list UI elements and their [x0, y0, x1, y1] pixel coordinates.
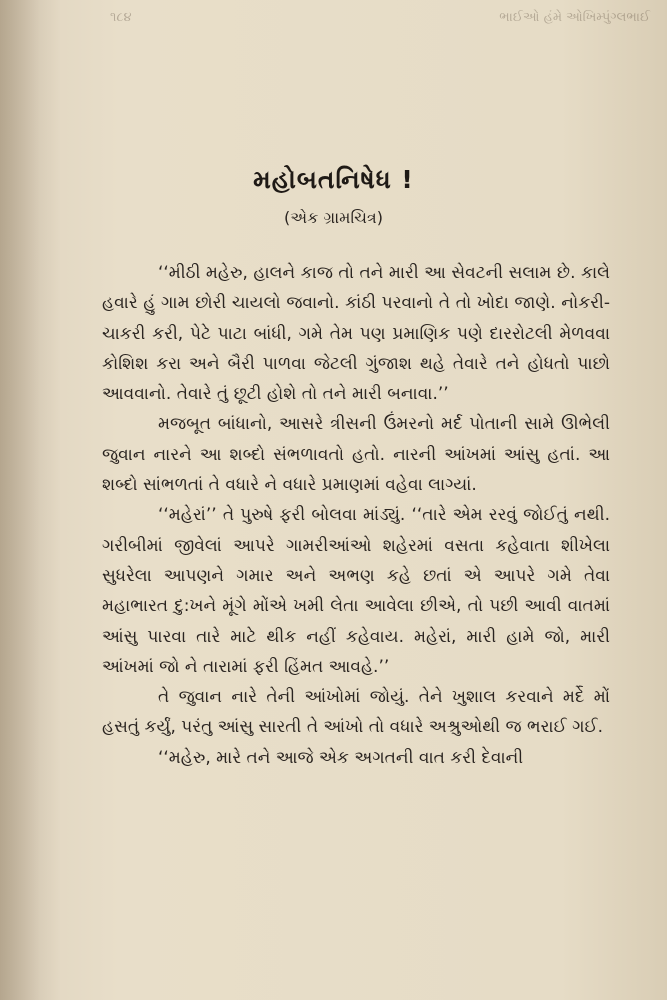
- paragraph: ‘‘મહેરુ, મારે તને આજે એક અગતની વાત કરી દેવાની: [158, 747, 524, 768]
- running-header: [110, 10, 650, 25]
- binding-shadow: [0, 0, 60, 1000]
- story-subtitle: (એક ગ્રામચિત્ર): [284, 208, 383, 227]
- story-body: [102, 258, 610, 773]
- paragraph: તે જુવાન નારે તેની આંખોમાં જોયું. તેને ખુશાલ કરવાને મર્દે મોં હસતું કર્યું, પરંતુ આંસુ સારતી તે આંખો તો વધારે અશ્રુઓથી જ ભરાઈ ગઈ.: [102, 687, 610, 738]
- paragraph: મજબૂત બાંધાનો, આસરે ત્રીસની ઉંમરનો મર્દ પોતાની સામે ઊભેલી જુવાન નારને આ શબ્દો સંભળાવતો હતો. નારની આંખમાં આંસુ હતાં. આ શબ્દો સાંભળતાં તે વધારે ને વધારે પ્રમાણમાં વહેવા લાગ્યાં.: [102, 414, 610, 496]
- story-title: મહોબતનિષેધ !: [253, 165, 414, 194]
- paragraph: ‘‘મીઠી મહેરુ, હાલને કાજ તો તને મારી આ સેવટની સલામ છે. કાલે હવારે હું ગામ છોરી ચાયલો જવાનો. કાંઠી પરવાનો તે તો ખોદા જાણે. નોકરી-ચાકરી કરી, પેટે પાટા બાંધી, ગમે તેમ પણ પ્રમાણિક પણે દારરોટલી મેળવવા કોશિશ કરા અને બૈરી પાળવા જેટલી ગુંજાશ થહે તેવારે તને હોધતો પાછો આવવાનો. તેવારે તું છૂટી હોશે તો તને મારી બનાવા.’’: [102, 263, 610, 405]
- page-number: ૧૮૪: [110, 10, 132, 25]
- running-title: ભાઈઓ હંમે ઓખિમ્પુંગ્લભાઈ: [499, 10, 650, 25]
- paragraph: ‘‘મહેરાં’’ તે પુરુષે ફરી બોલવા માંડ્યું. ‘‘તારે એમ રરવું જોઈતું નથી. ગરીબીમાં જીવેલાં આપરે ગામરીઆંઓ શહેરમાં વસતા કહેવાતા શીખેલા સુધરેલા આપણને ગમાર અને અભણ કહે છતાં એ આપરે ગમે તેવા મહાભારત દુ:ખને મૂંગે મોંએ ખમી લેતા આવેલા છીએ, તો પછી આવી વાતમાં આંસુ પારવા તારે માટે થીક નહીં કહેવાય. મહેરાં, મારી હામે જો, મારી આંખમાં જો ને તારામાં ફરી હિંમત આવહે.’’: [102, 505, 610, 677]
